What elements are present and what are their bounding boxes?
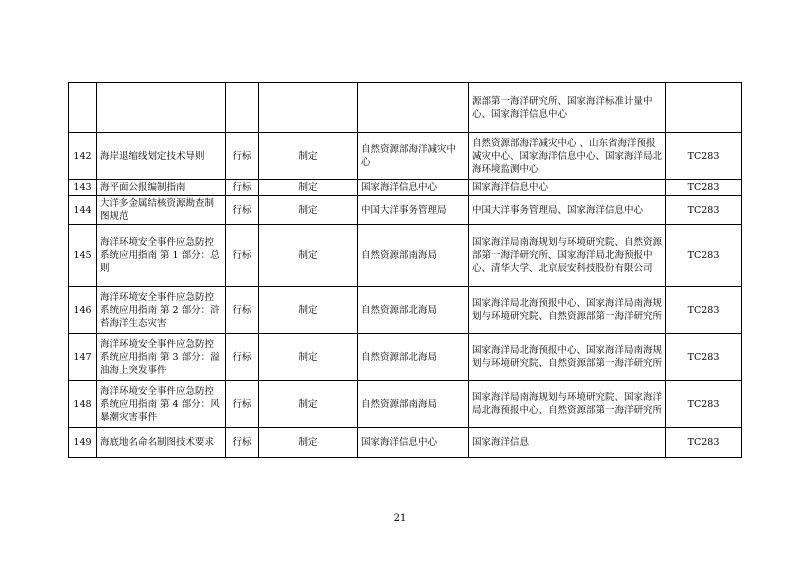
cell-responsible-unit: 自然资源部南海局 (358, 381, 469, 428)
cell-responsible-unit: 国家海洋信息中心 (358, 180, 469, 196)
cell-standard-name: 海洋环境安全事件应急防控系统应用指南 第 1 部分：总则 (97, 225, 226, 287)
cell-standard-name: 海岸退缩线划定技术导则 (97, 133, 226, 180)
cell-project-type: 制定 (259, 133, 358, 180)
cell-responsible-unit: 自然资源部北海局 (358, 334, 469, 381)
cell-drafting-units: 国家海洋局北海预报中心、国家海洋局南海规划与环境研究院、自然资源部第一海洋研究所 (469, 287, 666, 334)
cell-responsible-unit: 自然资源部南海局 (358, 225, 469, 287)
table-row (69, 83, 742, 133)
cell-technical-committee: TC283 (666, 428, 742, 458)
cell-drafting-units: 中国大洋事务管理局、国家海洋信息中心 (469, 196, 666, 225)
cell-standard-name: 海洋环境安全事件应急防控系统应用指南 第 3 部分：溢油海上突发事件 (97, 334, 226, 381)
cell-number: 147 (69, 334, 97, 381)
cell-standard-type: 行标 (226, 287, 259, 334)
cell-standard-type: 行标 (226, 196, 259, 225)
cell-responsible-unit: 中国大洋事务管理局 (358, 196, 469, 225)
table-row (69, 196, 742, 225)
cell-technical-committee: TC283 (666, 381, 742, 428)
cell-technical-committee: TC283 (666, 334, 742, 381)
cell-standard-name (97, 83, 226, 133)
cell-responsible-unit (358, 83, 469, 133)
cell-standard-type: 行标 (226, 133, 259, 180)
page-number: 21 (393, 513, 407, 524)
cell-project-type: 制定 (259, 381, 358, 428)
cell-technical-committee: TC283 (666, 225, 742, 287)
cell-technical-committee (666, 83, 742, 133)
cell-responsible-unit: 自然资源部海洋减灾中心 (358, 133, 469, 180)
cell-project-type: 制定 (259, 180, 358, 196)
table-row (69, 287, 742, 334)
cell-number: 143 (69, 180, 97, 196)
table-row (69, 334, 742, 381)
cell-responsible-unit: 自然资源部北海局 (358, 287, 469, 334)
table-row (69, 225, 742, 287)
cell-technical-committee: TC283 (666, 133, 742, 180)
cell-project-type: 制定 (259, 196, 358, 225)
standards-table (68, 82, 742, 458)
cell-standard-name: 大洋多金属结核资源勘查制图规范 (97, 196, 226, 225)
cell-drafting-units: 源部第一海洋研究所、国家海洋标准计量中心、国家海洋信息中心 (469, 83, 666, 133)
cell-number: 142 (69, 133, 97, 180)
cell-responsible-unit: 国家海洋信息中心 (358, 428, 469, 458)
cell-standard-type: 行标 (226, 225, 259, 287)
cell-standard-name: 海底地名命名制图技术要求 (97, 428, 226, 458)
table-row (69, 428, 742, 458)
cell-project-type: 制定 (259, 428, 358, 458)
cell-technical-committee: TC283 (666, 287, 742, 334)
cell-number: 149 (69, 428, 97, 458)
table-row (69, 180, 742, 196)
cell-number: 144 (69, 196, 97, 225)
cell-project-type: 制定 (259, 334, 358, 381)
cell-technical-committee: TC283 (666, 180, 742, 196)
cell-number (69, 83, 97, 133)
cell-standard-type: 行标 (226, 428, 259, 458)
cell-standard-type (226, 83, 259, 133)
cell-standard-name: 海洋环境安全事件应急防控系统应用指南 第 4 部分：风暴潮灾害事件 (97, 381, 226, 428)
cell-standard-name: 海洋环境安全事件应急防控系统应用指南 第 2 部分：浒苔海洋生态灾害 (97, 287, 226, 334)
table-row (69, 381, 742, 428)
cell-number: 148 (69, 381, 97, 428)
cell-number: 145 (69, 225, 97, 287)
cell-standard-type: 行标 (226, 334, 259, 381)
cell-drafting-units: 国家海洋信息中心 (469, 180, 666, 196)
cell-project-type: 制定 (259, 287, 358, 334)
cell-project-type: 制定 (259, 225, 358, 287)
cell-drafting-units: 国家海洋局南海规划与环境研究院、国家海洋局北海预报中心、自然资源部第一海洋研究所 (469, 381, 666, 428)
table-row (69, 133, 742, 180)
cell-drafting-units: 国家海洋信息 (469, 428, 666, 458)
cell-standard-name: 海平面公报编制指南 (97, 180, 226, 196)
cell-number: 146 (69, 287, 97, 334)
standards-table-body (69, 83, 742, 458)
cell-drafting-units: 国家海洋局北海预报中心、国家海洋局南海规划与环境研究院、自然资源部第一海洋研究所 (469, 334, 666, 381)
cell-technical-committee: TC283 (666, 196, 742, 225)
cell-standard-type: 行标 (226, 180, 259, 196)
cell-standard-type: 行标 (226, 381, 259, 428)
cell-drafting-units: 自然资源部海洋减灾中心 、山东省海洋预报减灾中心、国家海洋信息中心、国家海洋局北海环境监测中心 (469, 133, 666, 180)
cell-drafting-units: 国家海洋局南海规划与环境研究院、自然资源部第一海洋研究所、国家海洋局北海预报中心、清华大学、北京辰安科技股份有限公司 (469, 225, 666, 287)
cell-project-type (259, 83, 358, 133)
